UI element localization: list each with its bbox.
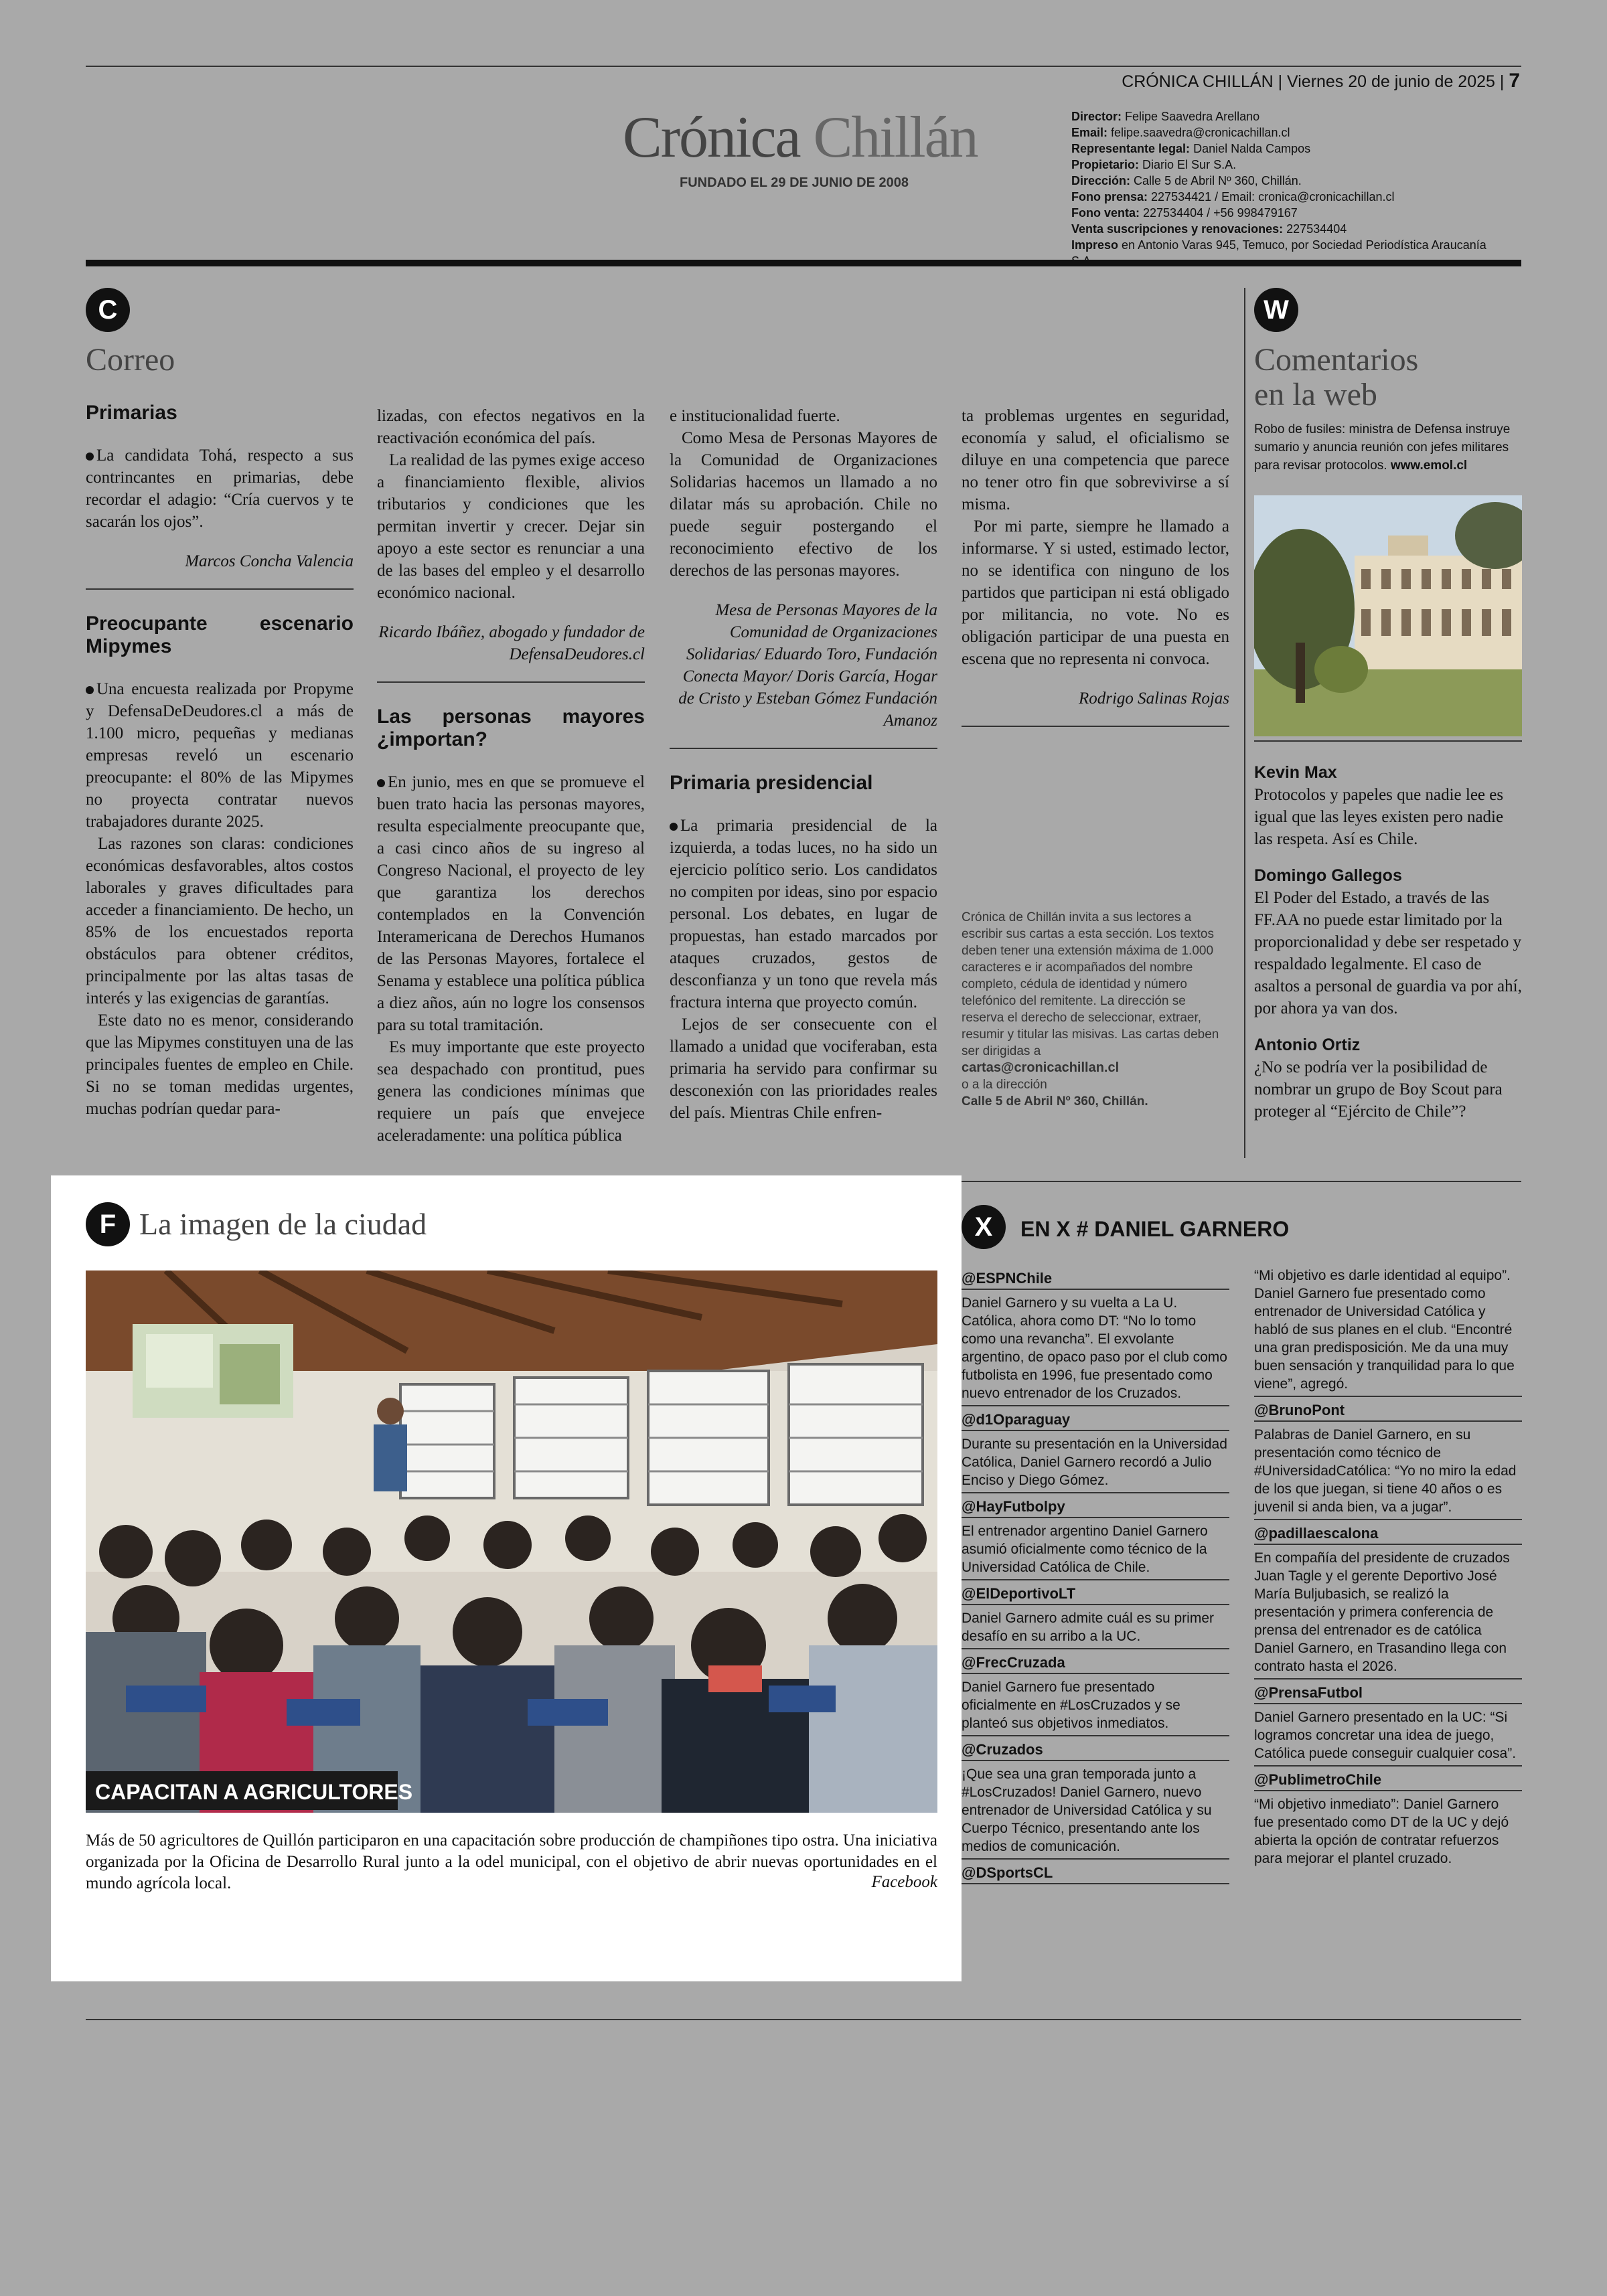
- letter-title: Las personas mayores ¿importan?: [377, 706, 645, 750]
- imagen-credit: Facebook: [871, 1873, 937, 1891]
- logo-part-2: Chillán: [813, 105, 978, 170]
- photo-label: CAPACITAN A AGRICULTORES: [95, 1780, 413, 1804]
- tweet-text: Daniel Garnero fue presentado oficialmente en #LosCruzados y se planteó sus objetivos inmediatos.: [962, 1678, 1229, 1736]
- letter-signature: Marcos Concha Valencia: [185, 552, 354, 570]
- page-number: 7: [1509, 70, 1520, 92]
- tweet-handle[interactable]: @HayFutbolpy: [962, 1497, 1229, 1518]
- letter-body: e institucionalidad fuerte.: [670, 407, 840, 425]
- letter-title: Primarias: [86, 402, 177, 424]
- web-intro: Robo de fusiles: ministra de Defensa instruye sumario y anuncia reunión con jefes militares para revisar protocolos. www.emol.cl: [1254, 422, 1511, 473]
- comment-text: Protocolos y papeles que nadie lee es igual que las leyes existen pero nadie las respeta. Así es Chile.: [1254, 786, 1504, 848]
- x-title: EN X # DANIEL GARNERO: [1020, 1217, 1290, 1241]
- masthead-info: [1071, 108, 1507, 269]
- web-comment: [1254, 865, 1522, 1019]
- notice-address: Calle 5 de Abril Nº 360, Chillán.: [962, 1094, 1148, 1109]
- masthead-logo: [623, 107, 978, 169]
- tweet-text: Durante su presentación en la Universidad Católica, Daniel Garnero recordó a Julio Enciso y Diego Gómez.: [962, 1435, 1229, 1493]
- tweet-text: El entrenador argentino Daniel Garnero asumió oficialmente como técnico de la Universidad Católica de Chile.: [962, 1522, 1229, 1580]
- correo-column-4: [962, 405, 1229, 750]
- tweet-handle[interactable]: @DSportsCL: [962, 1864, 1229, 1884]
- letter-body: Una encuesta realizada por Propyme y DefensaDeDeudores.cl a más de 1.100 micro, pequeñas y medianas empresas reveló un escenario preocupante: el 80% de las Mipymes no proyecta contratar nuevos trabajadores durante 2025.: [86, 680, 354, 831]
- letter-body: Lejos de ser consecuente con el llamado a unidad que vociferaban, esta primaria ha servido para confirmar su desconexión con las prioridades reales del país. Mientras Chile enfren-: [670, 1015, 937, 1122]
- info-line: Representante legal: Daniel Nalda Campos: [1071, 142, 1311, 155]
- info-line: Email: felipe.saavedra@cronicachillan.cl: [1071, 126, 1290, 139]
- info-line: Impreso en Antonio Varas 945, Temuco, por Sociedad Periodística Araucanía: [1071, 238, 1486, 252]
- tweet-text: Daniel Garnero admite cuál es su primer desafío en su arribo a la UC.: [962, 1609, 1229, 1649]
- letter-body: Las razones son claras: condiciones económicas desfavorables, altos costos laborales y graves dificultades para acceder a financiamiento. De hecho, un 85% de los encuestados reporta obstáculos para obtener créditos, principalmente por las altas tasas de interés y las exigencias de garantías.: [86, 835, 354, 1007]
- info-line: Dirección: Calle 5 de Abril Nº 360, Chillán.: [1071, 174, 1302, 187]
- masthead-thick-rule: [86, 260, 1521, 266]
- info-line: Fono prensa: 227534421 / Email: cronica@cronicachillan.cl: [1071, 190, 1395, 203]
- masthead-founded: FUNDADO EL 29 DE JUNIO DE 2008: [680, 175, 909, 190]
- letter-signature: Rodrigo Salinas Rojas: [1078, 689, 1229, 708]
- correo-column-1: [86, 402, 354, 1120]
- tweet-handle[interactable]: @FrecCruzada: [962, 1653, 1229, 1674]
- correo-column-2: [377, 405, 645, 1147]
- tweet-handle[interactable]: @d1Oparaguay: [962, 1410, 1229, 1431]
- web-photo: [1254, 495, 1522, 736]
- tweet-handle[interactable]: @PublimetroChile: [1254, 1771, 1522, 1791]
- imagen-badge: F: [86, 1202, 130, 1246]
- tweet-text: Daniel Garnero y su vuelta a La U. Católica, ahora como DT: “No lo tomo como una revancha”. El exvolante argentino, de opaco paso por el club como futbolista en 1996, fue presentado como nuevo entrenador de los Cruzados.: [962, 1294, 1229, 1406]
- letter-body: Este dato no es menor, considerando que las Mipymes constituyen una de las principales fuentes de empleo en Chile. Si no se toman medidas urgentes, muchas podrían quedar para-: [86, 1011, 354, 1118]
- tweet-text: “Mi objetivo es darle identidad al equipo”. Daniel Garnero fue presentado como entrenador de Universidad Católica y habló de sus planes en el club. “Encontré una gran predisposición. Me da una muy buen sensación y tranquilidad para lo que viene”, agregó.: [1254, 1266, 1522, 1397]
- tweet-text: Palabras de Daniel Garnero, en su presentación como técnico de #UniversidadCatólica: “Yo no miro la edad de los que juegan, si tiene 40 años o es juvenil si anda bien, va a jugar”.: [1254, 1426, 1522, 1520]
- mid-rule: [962, 1181, 1521, 1182]
- info-line: Fono venta: 227534404 / +56 998479167: [1071, 206, 1298, 220]
- info-line: Director: Felipe Saavedra Arellano: [1071, 110, 1260, 123]
- letter-divider: [670, 748, 937, 749]
- top-rule: [86, 66, 1521, 67]
- tweet-handle[interactable]: @PrensaFutbol: [1254, 1684, 1522, 1704]
- letter-title: Preocupante escenario Mipymes: [86, 612, 354, 657]
- web-comment: [1254, 762, 1522, 850]
- letter-divider: [377, 681, 645, 683]
- tweet-handle[interactable]: @Cruzados: [962, 1740, 1229, 1761]
- web-divider: [1254, 740, 1522, 742]
- tweet-handle[interactable]: @ESPNChile: [962, 1269, 1229, 1290]
- x-feed-right: [1254, 1266, 1522, 1868]
- correo-badge: C: [86, 288, 130, 332]
- web-title: Comentarios en la web: [1254, 342, 1419, 412]
- correo-column-3: [670, 405, 937, 1124]
- info-line: Venta suscripciones y renovaciones: 227534404: [1071, 222, 1347, 236]
- logo-part-1: Crónica: [623, 105, 800, 170]
- tweet-handle[interactable]: @padillaescalona: [1254, 1524, 1522, 1545]
- page-header-text: CRÓNICA CHILLÁN | Viernes 20 de junio de 2025 |: [1122, 72, 1505, 91]
- x-badge: X: [962, 1205, 1006, 1249]
- tweet-handle[interactable]: @BrunoPont: [1254, 1401, 1522, 1422]
- letters-notice: Crónica de Chillán invita a sus lectores a escribir sus cartas a esta sección. Los textos deben tener una extensión máxima de 1.000 caracteres e ir acompañados del nombre completo, cédula de identidad y número telefónico del remitente. La dirección se reserva el derecho de seleccionar, extraer, resumir y titular las misivas. Las cartas deben ser dirigidas a cartas@cronicachillan.cl o a la dirección Calle 5 de Abril Nº 360, Chillán.: [962, 909, 1229, 1110]
- letter-body: La realidad de las pymes exige acceso a financiamiento flexible, alivios tributarios y condiciones que les permitan invertir y crecer. Dejar sin apoyo a este sector es renunciar a una de las bases del empleo y el desarrollo económico nacional.: [377, 451, 645, 602]
- web-comment: [1254, 1034, 1522, 1123]
- comment-author: Domingo Gallegos: [1254, 866, 1402, 885]
- bottom-rule: [86, 2019, 1521, 2020]
- letter-signature: Ricardo Ibáñez, abogado y fundador de DefensaDeudores.cl: [378, 623, 645, 663]
- letter-body: La primaria presidencial de la izquierda, a todas luces, no ha sido un ejercicio político serio. Los candidatos no compiten por ideas, sino por espacio personal. Los debates, en lugar de propuestas, han estado marcados por ataques cruzados, gestos de desconfianza y un tono que revela más fractura interna que proyecto común.: [670, 817, 937, 1011]
- tweet-text: “Mi objetivo inmediato”: Daniel Garnero fue presentado como DT de la UC y dejó abierta la opción de contratar refuerzos para mejorar el plantel cruzado.: [1254, 1797, 1509, 1866]
- letter-title: Primaria presidencial: [670, 772, 873, 794]
- comment-text: ¿No se podría ver la posibilidad de nombrar un grupo de Boy Scout para proteger al “Ejército de Chile”?: [1254, 1058, 1503, 1121]
- letter-signature: Mesa de Personas Mayores de la Comunidad de Organizaciones Solidarias/ Eduardo Toro, Fundación Conecta Mayor/ Doris García, Hogar de Cristo y Esteban Gómez Fundación Amanoz: [678, 601, 937, 730]
- web-comments: [1254, 762, 1522, 1123]
- letter-body: La candidata Tohá, respecto a sus contrincantes en primarias, debe recordar el adagio: “Cría cuervos y te sacarán los ojos”.: [86, 446, 354, 531]
- imagen-photo: [86, 1270, 937, 1813]
- column-divider: [1244, 288, 1245, 1158]
- letter-body: En junio, mes en que se promueve el buen trato hacia las personas mayores, resulta especialmente preocupante que, a casi cinco años de su ingreso al Congreso Nacional, el proyecto de ley que garantiza los derechos contemplados en la Convención Interamericana de Derechos Humanos de las Personas Mayores, fortalece el Senama y establece una política pública a diez años, aún no logre los consensos para su total tramitación.: [377, 773, 645, 1034]
- letter-divider: [86, 588, 354, 590]
- tweet-text: ¡Que sea una gran temporada junto a #LosCruzados! Daniel Garnero, nuevo entrenador de Universidad Católica y su Cuerpo Técnico, presentando ante los medios de comunicación.: [962, 1765, 1229, 1860]
- page-header: [1122, 70, 1520, 92]
- correo-title: Correo: [86, 342, 175, 378]
- web-badge: W: [1254, 288, 1298, 332]
- letter-body: Por mi parte, siempre he llamado a informarse. Y si usted, estimado lector, no se identifica con ninguno de los partidos que participan ni está obligado por militancia, no vote. No es obligación participar de una puesta en escena que no representa ni convoca.: [962, 517, 1229, 668]
- web-intro-link[interactable]: www.emol.cl: [1390, 459, 1468, 473]
- x-feed-left: [962, 1265, 1229, 1888]
- letter-body: ta problemas urgentes en seguridad, economía y salud, el oficialismo se diluye en una competencia que parece no tener otro fin que sobrevivirse a sí misma.: [962, 407, 1229, 513]
- comment-author: Kevin Max: [1254, 763, 1337, 782]
- notice-or: o a la dirección: [962, 1078, 1047, 1092]
- tweet-text: En compañía del presidente de cruzados Juan Tagle y el gerente Deportivo José María Buljubasich, se realizó la presentación y primera conferencia de prensa del entrenador es de católica Daniel Garnero, en Trasandino llega con contrato hasta el 2026.: [1254, 1549, 1522, 1679]
- info-line: Propietario: Diario El Sur S.A.: [1071, 158, 1237, 171]
- letter-body: Es muy importante que este proyecto sea despachado con prontitud, pues genera las condiciones mínimas que requiere un país que envejece aceleradamente: una política pública: [377, 1038, 645, 1145]
- tweet-text: Daniel Garnero presentado en la UC: “Si logramos concretar una idea de juego, Católica puede conseguir cualquier cosa”.: [1254, 1708, 1522, 1767]
- letter-body: lizadas, con efectos negativos en la reactivación económica del país.: [377, 407, 645, 447]
- notice-email[interactable]: cartas@cronicachillan.cl: [962, 1060, 1120, 1075]
- letter-divider: [962, 726, 1229, 727]
- letter-body: Como Mesa de Personas Mayores de la Comunidad de Organizaciones Solidarias hacemos un llamado a no dilatar más su aprobación. Chile no puede seguir postergando el reconocimiento efectivo de los derechos de las personas mayores.: [670, 429, 937, 580]
- comment-text: El Poder del Estado, a través de las FF.AA no puede estar limitado por la proporcionalidad y debe ser respetado y respaldado legalmente. El caso de asaltos a personal de guardia va por ahí, por ahora ya van dos.: [1254, 889, 1522, 1017]
- comment-author: Antonio Ortiz: [1254, 1036, 1361, 1054]
- tweet-handle[interactable]: @ElDeportivoLT: [962, 1584, 1229, 1605]
- imagen-caption: Más de 50 agricultores de Quillón participaron en una capacitación sobre producción de champiñones tipo ostra. Una iniciativa organizada por la Oficina de Desarrollo Rural junto a la odel municipal, con el objetivo de abrir nuevas oportunidades en el mundo agrícola local.: [86, 1831, 937, 1892]
- imagen-title: La imagen de la ciudad: [139, 1207, 427, 1241]
